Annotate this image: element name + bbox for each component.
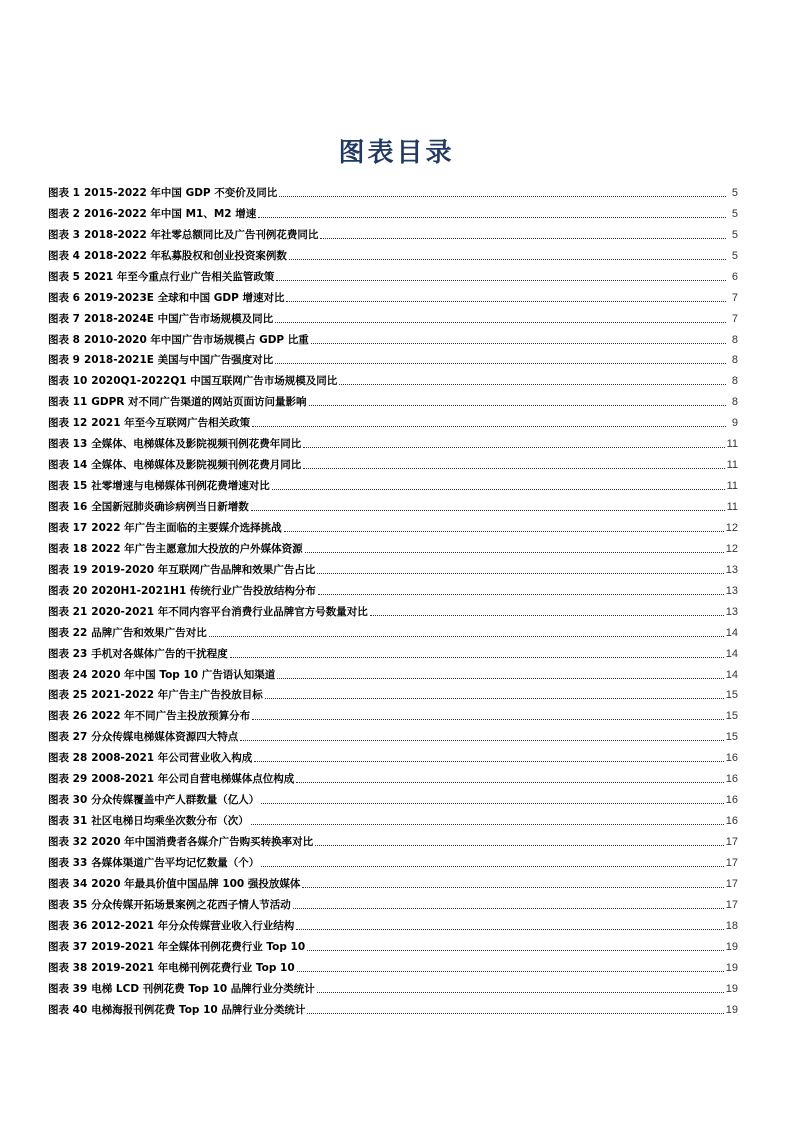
toc-entry[interactable] xyxy=(48,430,738,451)
toc-page-number: 11 xyxy=(726,459,738,472)
toc-entry-label: 图表 36 xyxy=(48,919,88,932)
toc-entry-title: 2020 年中国消费者各媒介广告购买转换率对比 xyxy=(91,836,314,848)
toc-entry-title: 2019-2021 年全媒体刊例花费行业 Top 10 xyxy=(91,940,306,953)
toc-entry[interactable] xyxy=(48,933,738,954)
toc-entry-text xyxy=(48,521,282,535)
toc-page-number: 9 xyxy=(731,417,738,430)
toc-entry-text xyxy=(48,249,287,263)
toc-entry-text xyxy=(48,772,294,786)
toc-entry[interactable] xyxy=(48,514,738,535)
toc-entry-text xyxy=(48,793,259,807)
toc-entry-text xyxy=(48,458,301,472)
toc-entry-text xyxy=(48,416,250,430)
toc-page-number: 5 xyxy=(731,249,738,262)
toc-entry-title: 2008-2021 年公司营业收入构成 xyxy=(91,752,253,765)
toc-entry[interactable] xyxy=(48,347,738,368)
toc-entry-label: 图表 27 xyxy=(48,731,88,744)
toc-page-number: 17 xyxy=(725,856,738,869)
toc-entry-label: 图表 33 xyxy=(48,856,88,869)
toc-dot-leader xyxy=(339,384,726,385)
toc-entry-label: 图表 16 xyxy=(48,501,88,513)
toc-entry-text xyxy=(48,479,270,493)
toc-entry-text xyxy=(48,668,275,682)
toc-page-number: 17 xyxy=(725,877,738,890)
toc-page-number: 13 xyxy=(725,605,738,618)
toc-entry[interactable] xyxy=(48,765,738,786)
toc-page-number: 7 xyxy=(731,291,738,304)
toc-entry-label: 图表 2 xyxy=(48,207,80,220)
toc-page-number: 8 xyxy=(731,333,738,346)
toc-page-number: 5 xyxy=(731,228,738,241)
toc-entry-label: 图表 25 xyxy=(48,689,88,702)
toc-dot-leader xyxy=(275,363,726,364)
toc-entry[interactable] xyxy=(48,263,738,284)
toc-entry-title: 2020 年最具价值中国品牌 100 强投放媒体 xyxy=(91,877,301,890)
toc-entry-text xyxy=(48,856,259,870)
toc-page-number: 8 xyxy=(731,396,738,409)
toc-entry-label: 图表 20 xyxy=(48,584,88,597)
toc-entry-text xyxy=(48,270,274,284)
toc-entry-text xyxy=(48,647,228,661)
toc-page-number: 11 xyxy=(726,480,738,493)
toc-entry[interactable] xyxy=(48,577,738,598)
toc-entry-label: 图表 10 xyxy=(48,375,88,388)
toc-entry[interactable] xyxy=(48,702,738,723)
toc-entry-title: 2018-2024E 中国广告市场规模及同比 xyxy=(83,312,274,325)
toc-entry-label: 图表 37 xyxy=(48,940,88,953)
toc-entry-label: 图表 28 xyxy=(48,752,88,765)
toc-entry-title: 电梯海报刊例花费 Top 10 品牌行业分类统计 xyxy=(91,1003,306,1016)
toc-entry[interactable] xyxy=(48,619,738,640)
toc-dot-leader xyxy=(315,845,724,846)
toc-entry-text xyxy=(48,751,252,765)
toc-page-number: 13 xyxy=(725,584,738,597)
toc-dot-leader xyxy=(265,698,724,699)
toc-entry-label: 图表 6 xyxy=(48,291,80,304)
toc-entry[interactable] xyxy=(48,786,738,807)
toc-entry-title: 2016-2022 年中国 M1、M2 增速 xyxy=(83,207,257,220)
toc-page-number: 15 xyxy=(725,710,738,723)
toc-entry[interactable] xyxy=(48,388,738,409)
toc-page-number: 6 xyxy=(731,270,738,283)
toc-page-number: 14 xyxy=(725,647,738,660)
toc-entry-text xyxy=(48,982,315,996)
toc-dot-leader xyxy=(261,866,723,867)
toc-page-number: 8 xyxy=(731,354,738,367)
toc-entry-text xyxy=(48,835,313,849)
toc-entry-text xyxy=(48,186,277,200)
toc-entry-title: 2020 年中国 Top 10 广告语认知渠道 xyxy=(91,668,276,681)
toc-entry-text xyxy=(48,605,368,619)
toc-entry-text xyxy=(48,877,300,891)
page-title: 图表目录 xyxy=(338,138,455,169)
toc-page-number: 19 xyxy=(725,961,738,974)
toc-entry-text xyxy=(48,814,249,828)
toc-entry[interactable] xyxy=(48,954,738,975)
toc-page-number: 5 xyxy=(731,186,738,199)
toc-dot-leader xyxy=(275,322,726,323)
toc-entry-title: 分众传媒覆盖中产人群数量（亿人） xyxy=(91,794,260,807)
toc-entry[interactable] xyxy=(48,200,738,221)
toc-entry[interactable] xyxy=(48,472,738,493)
toc-entry-text xyxy=(48,395,307,409)
toc-page-number: 15 xyxy=(725,689,738,702)
toc-entry-title: 2019-2021 年电梯刊例花费行业 Top 10 xyxy=(91,961,295,974)
toc-entry-label: 图表 21 xyxy=(48,605,88,618)
toc-entry-title: 2021-2022 年广告主广告投放目标 xyxy=(91,689,263,702)
toc-entry-label: 图表 17 xyxy=(48,521,88,534)
toc-page-number: 14 xyxy=(725,668,738,681)
toc-entry-title: GDPR 对不同广告渠道的网站页面访问量影响 xyxy=(91,396,307,409)
toc-entry-title: 电梯 LCD 刊例花费 Top 10 品牌行业分类统计 xyxy=(91,982,315,995)
toc-entry-text xyxy=(48,437,301,451)
toc-entry[interactable] xyxy=(48,305,738,326)
toc-entry[interactable] xyxy=(48,242,738,263)
toc-dot-leader xyxy=(230,657,724,658)
toc-dot-leader xyxy=(303,468,724,469)
toc-dot-leader xyxy=(289,259,726,260)
toc-entry[interactable] xyxy=(48,535,738,556)
toc-dot-leader xyxy=(254,761,724,762)
toc-entry-text xyxy=(48,940,305,954)
toc-entry[interactable] xyxy=(48,451,738,472)
toc-dot-leader xyxy=(302,887,723,888)
toc-page-number: 12 xyxy=(725,542,738,555)
toc-dot-leader xyxy=(307,950,724,951)
toc-entry[interactable] xyxy=(48,493,738,514)
toc-entry[interactable] xyxy=(48,723,738,744)
toc-entry-title: 分众传媒电梯媒体资源四大特点 xyxy=(91,731,239,744)
toc-entry-text xyxy=(48,542,303,556)
toc-entry-text xyxy=(48,291,284,305)
toc-dot-leader xyxy=(251,824,724,825)
toc-entry-title: 2008-2021 年公司自营电梯媒体点位构成 xyxy=(91,773,295,786)
toc-page-number: 17 xyxy=(725,836,738,848)
toc-entry-label: 图表 5 xyxy=(48,270,80,283)
toc-entry-label: 图表 31 xyxy=(48,815,88,828)
toc-entry-text xyxy=(48,919,294,933)
toc-page-number: 5 xyxy=(731,207,738,220)
toc-dot-leader xyxy=(320,238,726,239)
toc-entry-text xyxy=(48,898,291,912)
toc-dot-leader xyxy=(309,405,726,406)
toc-dot-leader xyxy=(252,719,724,720)
toc-entry-title: 2012-2021 年分众传媒营业收入行业结构 xyxy=(91,919,295,932)
toc-page-number: 8 xyxy=(731,375,738,388)
toc-entry-label: 图表 32 xyxy=(48,836,88,848)
toc-dot-leader xyxy=(296,929,724,930)
toc-entry[interactable] xyxy=(48,828,738,849)
toc-page-number: 13 xyxy=(725,563,738,576)
toc-page-number: 12 xyxy=(725,521,738,534)
toc-entry-label: 图表 8 xyxy=(48,333,80,346)
toc-dot-leader xyxy=(272,489,725,490)
toc-entry-text xyxy=(48,500,249,514)
toc-dot-leader xyxy=(293,908,724,909)
toc-entry-text xyxy=(48,688,263,702)
toc-entry-label: 图表 4 xyxy=(48,249,80,262)
toc-entry-label: 图表 40 xyxy=(48,1003,88,1016)
toc-page-number: 19 xyxy=(725,1003,738,1016)
toc-page-number: 19 xyxy=(725,982,738,995)
toc-dot-leader xyxy=(276,280,726,281)
toc-entry[interactable] xyxy=(48,598,738,619)
toc-entry[interactable] xyxy=(48,409,738,430)
toc-entry-title: 社区电梯日均乘坐次数分布（次） xyxy=(91,815,249,828)
toc-page-number: 11 xyxy=(726,438,738,451)
toc-entry-text xyxy=(48,312,273,326)
toc-dot-leader xyxy=(370,615,724,616)
toc-entry-text xyxy=(48,1003,305,1017)
toc-entry-label: 图表 26 xyxy=(48,710,88,723)
toc-dot-leader xyxy=(279,196,726,197)
toc-dot-leader xyxy=(307,1013,723,1014)
toc-page-number: 16 xyxy=(725,794,738,807)
toc-entry-text xyxy=(48,207,256,221)
toc-entry-title: 各媒体渠道广告平均记忆数量（个） xyxy=(91,856,260,869)
toc-entry-title: 2019-2020 年互联网广告品牌和效果广告占比 xyxy=(91,563,316,576)
toc-page-number: 14 xyxy=(725,626,738,639)
toc-entry[interactable] xyxy=(48,326,738,347)
toc-entry-title: 2015-2022 年中国 GDP 不变价及同比 xyxy=(83,186,278,199)
toc-entry-label: 图表 7 xyxy=(48,312,80,325)
toc-entry-title: 2019-2023E 全球和中国 GDP 增速对比 xyxy=(83,291,285,304)
toc-entry-title: 社零增速与电梯媒体刊例花费增速对比 xyxy=(91,480,270,493)
toc-entry-title: 2021 年至今重点行业广告相关监管政策 xyxy=(83,270,275,283)
toc-page-number: 11 xyxy=(726,501,738,513)
toc-entry-title: 2022 年广告主愿意加大投放的户外媒体资源 xyxy=(91,542,303,555)
toc-entry-text xyxy=(48,709,250,723)
toc-entry-title: 2021 年至今互联网广告相关政策 xyxy=(91,417,251,430)
toc-dot-leader xyxy=(209,636,724,637)
toc-entry-title: 2010-2020 年中国广告市场规模占 GDP 比重 xyxy=(83,333,309,346)
toc-entry[interactable] xyxy=(48,807,738,828)
toc-dot-leader xyxy=(311,343,726,344)
toc-entry-label: 图表 30 xyxy=(48,794,88,807)
toc-dot-leader xyxy=(277,678,724,679)
toc-dot-leader xyxy=(305,552,724,553)
toc-entry-title: 2020Q1-2022Q1 中国互联网广告市场规模及同比 xyxy=(91,375,338,388)
toc-entry-title: 品牌广告和效果广告对比 xyxy=(91,626,207,639)
toc-entry[interactable] xyxy=(48,891,738,912)
toc-entry-title: 手机对各媒体广告的干扰程度 xyxy=(91,647,228,660)
toc-entry-label: 图表 22 xyxy=(48,626,88,639)
toc-entry[interactable] xyxy=(48,556,738,577)
toc-entry-title: 全媒体、电梯媒体及影院视频刊例花费月同比 xyxy=(91,459,302,472)
toc-dot-leader xyxy=(296,782,724,783)
toc-entry-label: 图表 9 xyxy=(48,354,80,367)
toc-entry-label: 图表 39 xyxy=(48,982,88,995)
toc-dot-leader xyxy=(286,301,726,302)
toc-entry[interactable] xyxy=(48,221,738,242)
table-of-figures xyxy=(48,179,738,1017)
toc-dot-leader xyxy=(303,447,724,448)
toc-page-number: 19 xyxy=(725,940,738,953)
toc-entry-text xyxy=(48,961,295,975)
toc-entry-label: 图表 12 xyxy=(48,417,88,430)
toc-entry[interactable] xyxy=(48,179,738,200)
toc-entry[interactable] xyxy=(48,849,738,870)
toc-dot-leader xyxy=(252,426,726,427)
toc-page-number: 17 xyxy=(725,898,738,911)
toc-entry[interactable] xyxy=(48,682,738,703)
toc-dot-leader xyxy=(317,992,724,993)
toc-entry-label: 图表 13 xyxy=(48,438,88,451)
toc-entry[interactable] xyxy=(48,367,738,388)
toc-dot-leader xyxy=(317,573,724,574)
toc-entry-label: 图表 24 xyxy=(48,668,88,681)
toc-entry-title: 2020H1-2021H1 传统行业广告投放结构分布 xyxy=(91,584,316,597)
toc-page-number: 16 xyxy=(725,815,738,828)
toc-dot-leader xyxy=(284,531,724,532)
toc-entry-label: 图表 19 xyxy=(48,563,88,576)
toc-entry-text xyxy=(48,374,337,388)
toc-entry-title: 2018-2021E 美国与中国广告强度对比 xyxy=(83,354,274,367)
toc-entry-title: 2022 年广告主面临的主要媒介选择挑战 xyxy=(91,521,282,534)
toc-entry-title: 2018-2022 年私募股权和创业投资案例数 xyxy=(83,249,287,262)
toc-dot-leader xyxy=(318,594,724,595)
toc-entry[interactable] xyxy=(48,744,738,765)
toc-entry-text xyxy=(48,730,238,744)
toc-entry-label: 图表 29 xyxy=(48,773,88,786)
toc-entry-title: 分众传媒开拓场景案例之花西子情人节活动 xyxy=(91,898,291,911)
toc-entry-label: 图表 34 xyxy=(48,877,88,890)
toc-entry-label: 图表 14 xyxy=(48,459,88,472)
toc-page-number: 15 xyxy=(725,731,738,744)
toc-entry-title: 2022 年不同广告主投放预算分布 xyxy=(91,710,251,723)
toc-entry-label: 图表 35 xyxy=(48,898,88,911)
toc-entry[interactable] xyxy=(48,661,738,682)
toc-entry-title: 全媒体、电梯媒体及影院视频刊例花费年同比 xyxy=(91,438,302,451)
toc-dot-leader xyxy=(251,510,725,511)
toc-entry-title: 2018-2022 年社零总额同比及广告刊例花费同比 xyxy=(83,228,319,241)
toc-entry-title: 全国新冠肺炎确诊病例当日新增数 xyxy=(91,501,249,513)
toc-entry[interactable] xyxy=(48,975,738,996)
toc-entry-label: 图表 1 xyxy=(48,186,80,199)
toc-entry[interactable] xyxy=(48,996,738,1017)
toc-dot-leader xyxy=(297,971,724,972)
toc-entry[interactable] xyxy=(48,284,738,305)
toc-entry-text xyxy=(48,563,315,577)
toc-entry-label: 图表 11 xyxy=(48,396,88,409)
toc-entry-text xyxy=(48,353,273,367)
toc-dot-leader xyxy=(261,803,723,804)
toc-dot-leader xyxy=(258,217,726,218)
toc-page-number: 16 xyxy=(725,773,738,786)
toc-entry-label: 图表 38 xyxy=(48,961,88,974)
toc-entry-text xyxy=(48,626,207,640)
toc-page-number: 16 xyxy=(725,752,738,765)
toc-dot-leader xyxy=(240,740,723,741)
toc-entry[interactable] xyxy=(48,912,738,933)
toc-entry[interactable] xyxy=(48,640,738,661)
toc-page-number: 18 xyxy=(725,919,738,932)
toc-page-number: 7 xyxy=(731,312,738,325)
toc-entry[interactable] xyxy=(48,870,738,891)
toc-entry-text xyxy=(48,584,316,598)
toc-entry-text xyxy=(48,228,318,242)
toc-entry-label: 图表 23 xyxy=(48,647,88,660)
toc-entry-label: 图表 18 xyxy=(48,542,88,555)
toc-entry-text xyxy=(48,333,309,347)
toc-entry-title: 2020-2021 年不同内容平台消费行业品牌官方号数量对比 xyxy=(91,605,368,618)
toc-entry-label: 图表 15 xyxy=(48,480,88,493)
toc-entry-label: 图表 3 xyxy=(48,228,80,241)
